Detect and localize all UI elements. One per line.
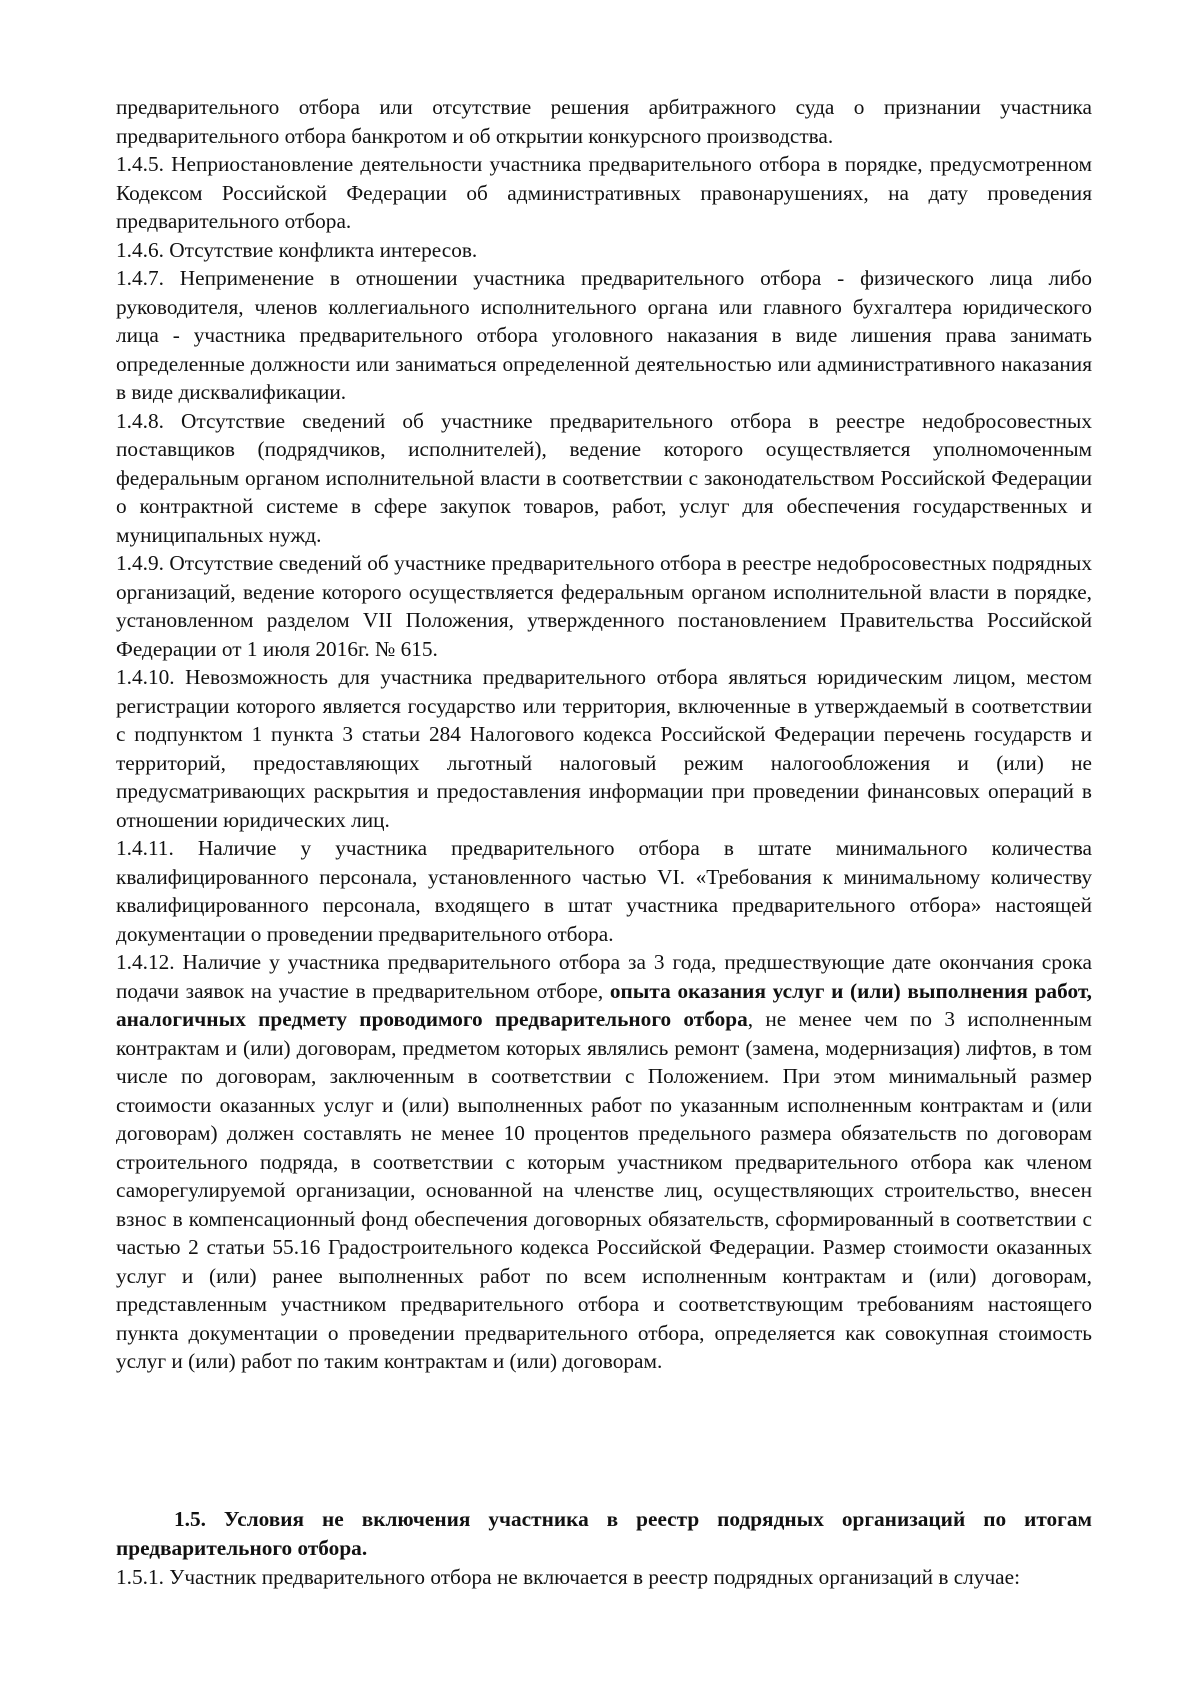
paragraph-1-4-9: 1.4.9. Отсутствие сведений об участнике предварительного отбора в реестре недобросовестных подрядных организаций, ведение которого осуществляется федеральным органом исполнительной власти в порядке, установленном разделом VII Положения, утвержденного постановлением Правительства Российской Федерации от 1 июля 2016г. № 615. [116,551,1092,661]
paragraph-1-4-12-bold: опыта оказания услуг и (или) выполнения работ, аналогичных предмету проводимого предварительного отбора [116,978,1092,1031]
paragraph-continuation: предварительного отбора или отсутствие решения арбитражного суда о признании участника предварительного отбора банкротом и об открытии конкурсного производства. [116,95,1092,148]
paragraph-1-4-12-before: 1.4.12. Наличие у участника предварительного отбора за 3 года, предшествующие дате окончания срока подачи заявок на участие в предварительном отборе, [116,950,1092,1003]
paragraph-1-4-11: 1.4.11. Наличие у участника предварительного отбора в штате минимального количества квалифицированного персонала, установленного частью VI. «Требования к минимальному количеству квалифицированного персонала, входящего в штат участника предварительного отбора» настоящей документации о проведении предварительного отбора. [116,836,1092,946]
section-heading-text: 1.5. Условия не включения участника в реестр подрядных организаций по итогам предварительного отбора. [116,1507,1092,1560]
paragraph-1-4-8: 1.4.8. Отсутствие сведений об участнике предварительного отбора в реестре недобросовестных поставщиков (подрядчиков, исполнителей), ведение которого осуществляется уполномоченным федеральным органом исполнительной власти в соответствии с законодательством Российской Федерации о контрактной системе в сфере закупок товаров, работ, услуг для обеспечения государственных и муниципальных нужд. [116,408,1092,547]
document-body-continued [116,1563,1092,1592]
section-heading-1-5 [116,1505,1092,1562]
paragraph-1-4-12-after: , не менее чем по 3 исполненным контрактам и (или) договорам, предметом которых являлись ремонт (замена, модернизация) лифтов, в том числе по договорам, заключенным в соответствии с Положением. При этом минимальный размер стоимости оказанных услуг и (или) выполненных работ по указанным исполненным контрактам и (или договорам) должен составлять не менее 10 процентов предельного размера обязательств по договорам строительного подряда, в соответствии с которым участником предварительного отбора как членом саморегулируемой организации, основанной на членстве лиц, осуществляющих строительство, внесен взнос в компенсационный фонд обеспечения договорных обязательств, сформированный в соответствии с частью 2 статьи 55.16 Градостроительного кодекса Российской Федерации. Размер стоимости оказанных услуг и (или) ранее выполненных работ по всем исполненным контрактам и (или) договорам, представленным участником предварительного отбора и соответствующим требованиям настоящего пункта документации о проведении предварительного отбора, определяется как совокупная стоимость услуг и (или) работ по таким контрактам и (или) договорам. [116,1007,1092,1373]
paragraph-1-4-7: 1.4.7. Неприменение в отношении участника предварительного отбора - физического лица либо руководителя, членов коллегиального исполнительного органа или главного бухгалтера юридического лица - участника предварительного отбора уголовного наказания в виде лишения права занимать определенные должности или заниматься определенной деятельностью или административного наказания в виде дисквалификации. [116,266,1092,404]
paragraph-1-5-1: 1.5.1. Участник предварительного отбора не включается в реестр подрядных организаций в случае: [116,1565,1020,1589]
document-body [116,93,1092,1376]
paragraph-1-4-12 [116,948,1092,1376]
paragraph-1-4-10: 1.4.10. Невозможность для участника предварительного отбора являться юридическим лицом, местом регистрации которого является государство или территория, включенные в утверждаемый в соответствии с подпунктом 1 пункта 3 статьи 284 Налогового кодекса Российской Федерации перечень государств и территорий, предоставляющих льготный налоговый режим налогообложения и (или) не предусматривающих раскрытия и предоставления информации при проведении финансовых операций в отношении юридических лиц. [116,665,1092,832]
paragraph-1-4-6: 1.4.6. Отсутствие конфликта интересов. [116,237,478,262]
paragraph-1-4-5: 1.4.5. Неприостановление деятельности участника предварительного отбора в порядке, предусмотренном Кодексом Российской Федерации об административных правонарушениях, на дату проведения предварительного отбора. [116,152,1092,233]
